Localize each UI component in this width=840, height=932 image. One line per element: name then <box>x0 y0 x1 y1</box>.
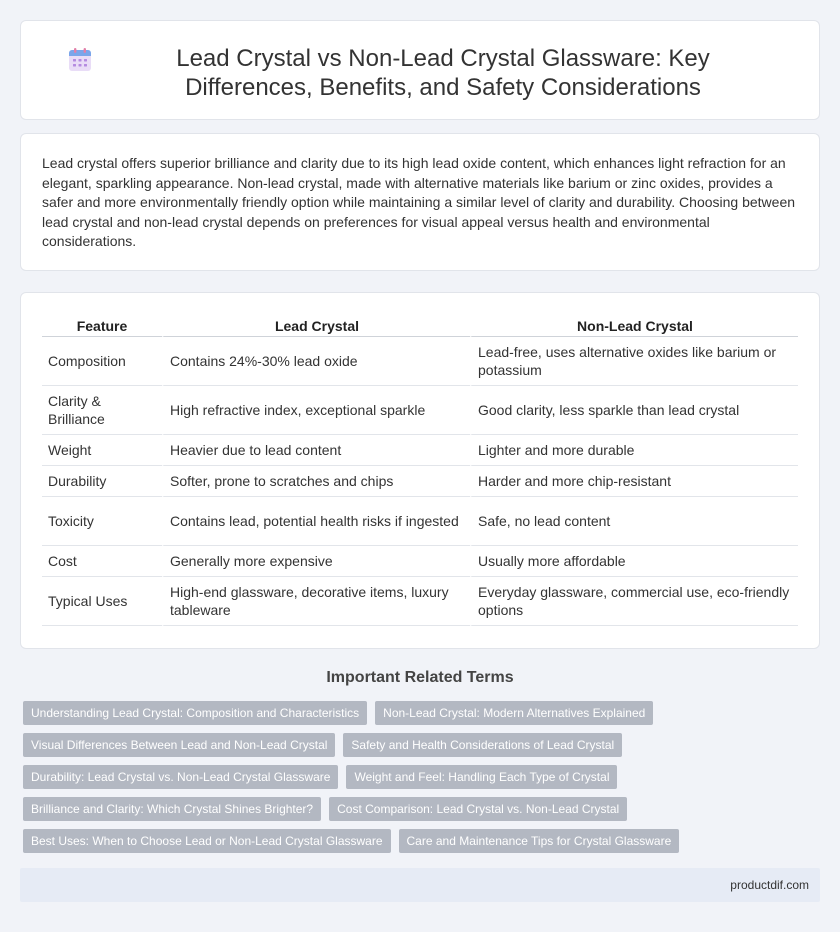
row-feature: Durability <box>42 466 162 497</box>
row-feature: Typical Uses <box>42 577 162 626</box>
table-row <box>42 466 798 497</box>
header-lead-crystal: Lead Crystal <box>162 315 470 337</box>
table-header-row <box>42 315 798 337</box>
row-feature: Composition <box>42 337 162 386</box>
row-non-lead-value: Lighter and more durable <box>470 435 798 466</box>
row-non-lead-value: Everyday glassware, commercial use, eco-friendly options <box>470 577 798 626</box>
header-non-lead-crystal: Non-Lead Crystal <box>470 315 798 337</box>
related-terms-title: Important Related Terms <box>326 669 514 686</box>
intro-card <box>20 133 820 271</box>
intro-paragraph: Lead crystal offers superior brilliance and clarity due to its high lead oxide content, which enhances light refraction for an elegant, sparkling appearance. Non-lead crystal, made with alternative materials like barium or zinc oxides, provides a safer and more environmentally friendly option while maintaining a similar level of clarity and durability. Choosing between lead crystal and non-lead crystal depends on preferences for visual appeal versus health and environmental considerations. <box>42 155 796 249</box>
related-terms-list <box>23 701 823 853</box>
row-lead-value: High-end glassware, decorative items, luxury tableware <box>162 577 470 626</box>
related-term-link[interactable]: Cost Comparison: Lead Crystal vs. Non-Lead Crystal <box>329 797 627 821</box>
row-non-lead-value: Safe, no lead content <box>470 497 798 546</box>
row-non-lead-value: Lead-free, uses alternative oxides like barium or potassium <box>470 337 798 386</box>
table-row <box>42 577 798 626</box>
row-lead-value: Contains lead, potential health risks if ingested <box>162 497 470 546</box>
header-card <box>20 20 820 120</box>
table-row <box>42 546 798 577</box>
comparison-table <box>42 315 798 626</box>
row-feature: Cost <box>42 546 162 577</box>
related-term-link[interactable]: Non-Lead Crystal: Modern Alternatives Explained <box>375 701 653 725</box>
row-non-lead-value: Good clarity, less sparkle than lead crystal <box>470 386 798 435</box>
row-lead-value: Heavier due to lead content <box>162 435 470 466</box>
row-lead-value: High refractive index, exceptional sparkle <box>162 386 470 435</box>
row-lead-value: Generally more expensive <box>162 546 470 577</box>
related-term-link[interactable]: Visual Differences Between Lead and Non-Lead Crystal <box>23 733 335 757</box>
row-non-lead-value: Usually more affordable <box>470 546 798 577</box>
footer-site-name: productdif.com <box>730 878 809 892</box>
related-term-link[interactable]: Durability: Lead Crystal vs. Non-Lead Crystal Glassware <box>23 765 338 789</box>
page-title: Lead Crystal vs Non-Lead Crystal Glassware: Key Differences, Benefits, and Safety Considerations <box>176 45 710 101</box>
related-term-link[interactable]: Safety and Health Considerations of Lead Crystal <box>343 733 622 757</box>
related-term-link[interactable]: Care and Maintenance Tips for Crystal Glassware <box>399 829 680 853</box>
related-term-link[interactable]: Understanding Lead Crystal: Composition and Characteristics <box>23 701 367 725</box>
row-lead-value: Contains 24%-30% lead oxide <box>162 337 470 386</box>
related-term-link[interactable]: Weight and Feel: Handling Each Type of Crystal <box>346 765 617 789</box>
header-feature: Feature <box>42 315 162 337</box>
footer <box>20 868 820 902</box>
table-row <box>42 337 798 386</box>
table-row <box>42 497 798 546</box>
calendar-icon <box>67 47 93 73</box>
related-term-link[interactable]: Best Uses: When to Choose Lead or Non-Lead Crystal Glassware <box>23 829 391 853</box>
table-row <box>42 386 798 435</box>
row-feature: Toxicity <box>42 497 162 546</box>
row-feature: Weight <box>42 435 162 466</box>
row-feature: Clarity & Brilliance <box>42 386 162 435</box>
comparison-card <box>20 292 820 649</box>
row-non-lead-value: Harder and more chip-resistant <box>470 466 798 497</box>
table-row <box>42 435 798 466</box>
row-lead-value: Softer, prone to scratches and chips <box>162 466 470 497</box>
related-term-link[interactable]: Brilliance and Clarity: Which Crystal Shines Brighter? <box>23 797 321 821</box>
